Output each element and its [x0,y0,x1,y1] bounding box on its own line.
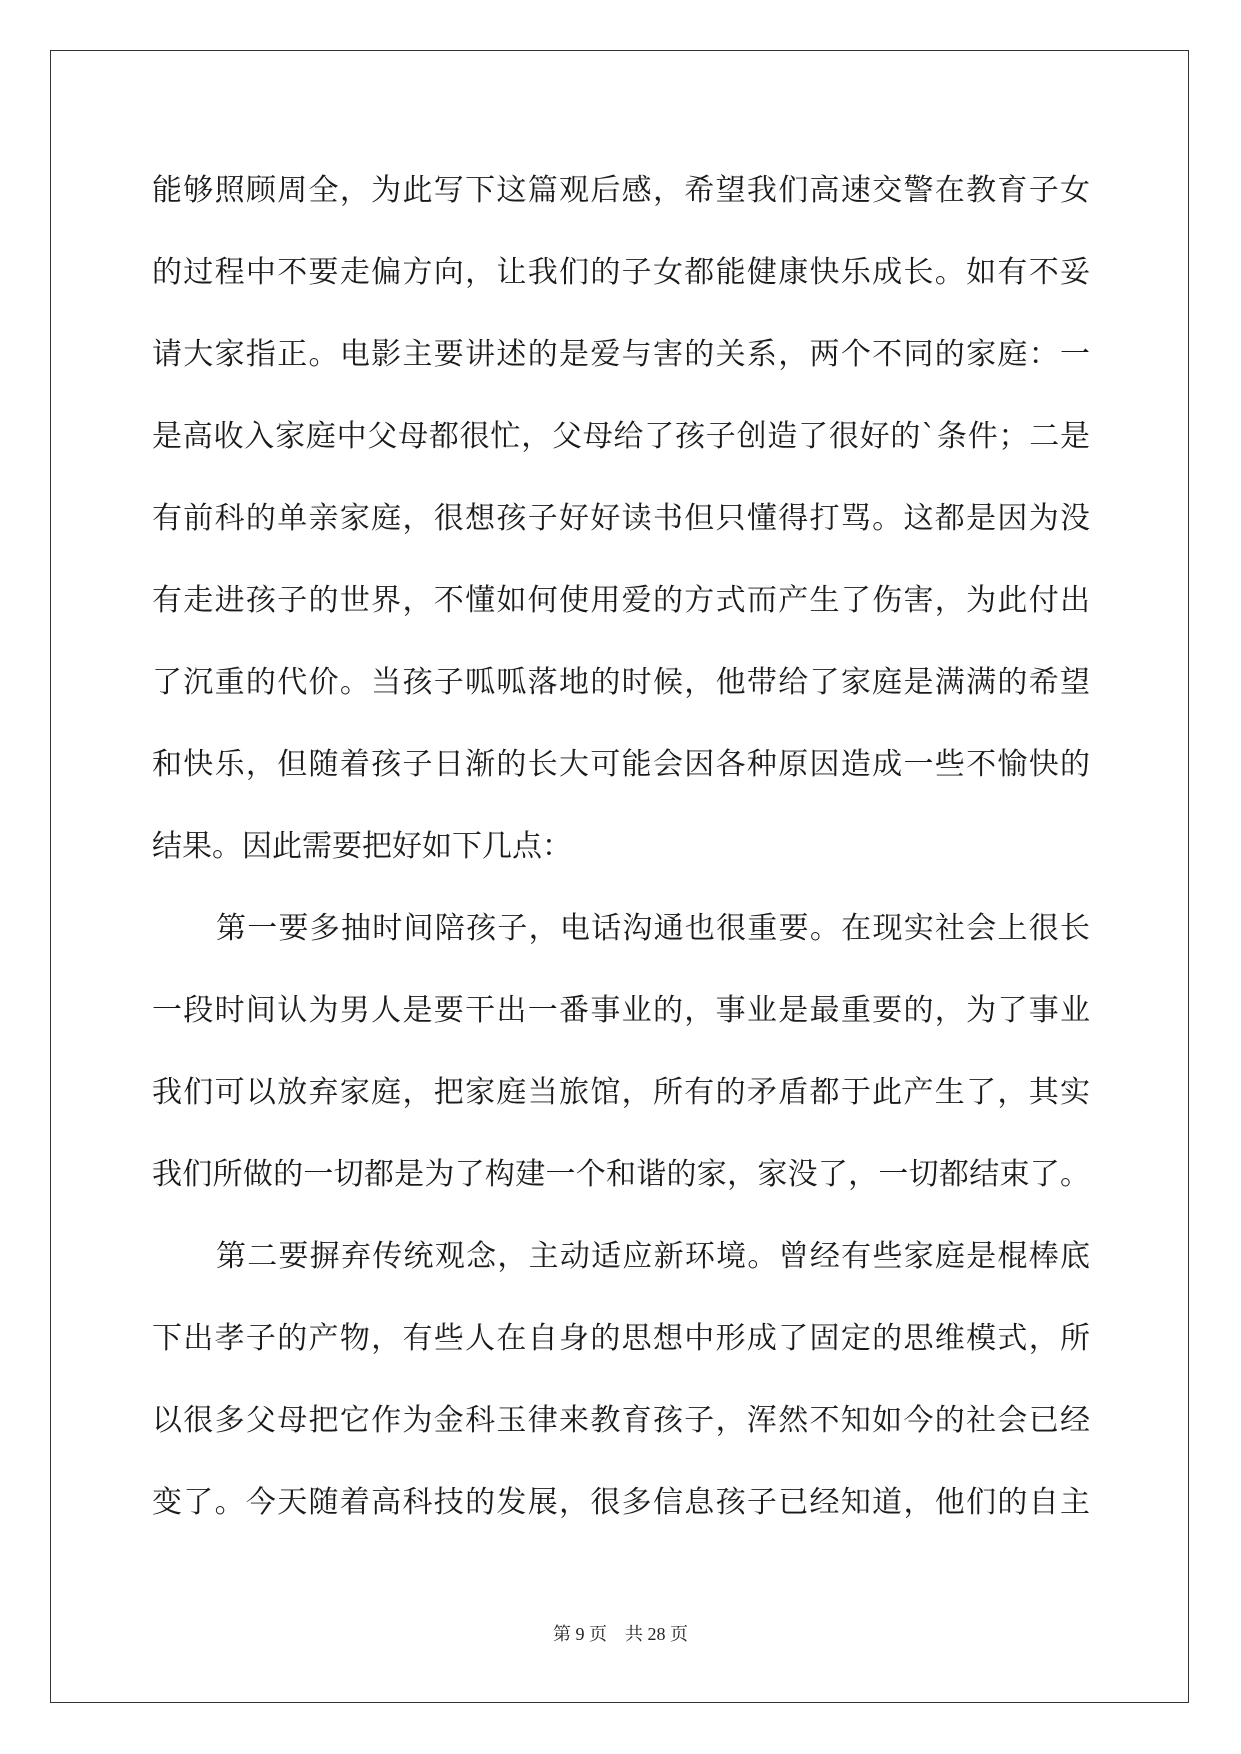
text-line: 有走进孩子的世界，不懂如何使用爱的方式而产生了伤害，为此付出 [152,583,1090,618]
text-line: 能够照顾周全，为此写下这篇观后感，希望我们高速交警在教育子女 [152,173,1090,208]
text-line: 了沉重的代价。当孩子呱呱落地的时候，他带给了家庭是满满的希望 [152,665,1090,700]
paragraph-first-line: 第二要摒弃传统观念，主动适应新环境。曾经有些家庭是棍棒底 [216,1239,1090,1274]
text-line: 有前科的单亲家庭，很想孩子好好读书但只懂得打骂。这都是因为没 [152,501,1090,536]
text-line: 以很多父母把它作为金科玉律来教育孩子，浑然不知如今的社会已经 [152,1403,1090,1438]
text-line: 是高收入家庭中父母都很忙，父母给了孩子创造了很好的`条件；二是 [152,419,1090,454]
text-line: 的过程中不要走偏方向，让我们的子女都能健康快乐成长。如有不妥 [152,255,1090,290]
page-footer [0,1620,1241,1646]
page-total: 共 28 页 [625,1624,688,1644]
text-line: 变了。今天随着高科技的发展，很多信息孩子已经知道，他们的自主 [152,1485,1090,1520]
document-body [152,160,1090,1554]
text-line: 和快乐，但随着孩子日渐的长大可能会因各种原因造成一些不愉快的 [152,747,1090,782]
text-line: 结果。因此需要把好如下几点： [152,829,572,864]
text-line: 我们可以放弃家庭，把家庭当旅馆，所有的矛盾都于此产生了，其实 [152,1075,1090,1110]
text-line: 我们所做的一切都是为了构建一个和谐的家，家没了，一切都结束了。 [152,1157,1090,1192]
text-line: 一段时间认为男人是要干出一番事业的，事业是最重要的，为了事业 [152,993,1090,1028]
text-line: 请大家指正。电影主要讲述的是爱与害的关系，两个不同的家庭：一 [152,337,1090,372]
paragraph-first-line: 第一要多抽时间陪孩子，电话沟通也很重要。在现实社会上很长 [216,911,1090,946]
page-number: 第 9 页 [553,1624,607,1644]
text-line: 下出孝子的产物，有些人在自身的思想中形成了固定的思维模式，所 [152,1321,1090,1356]
